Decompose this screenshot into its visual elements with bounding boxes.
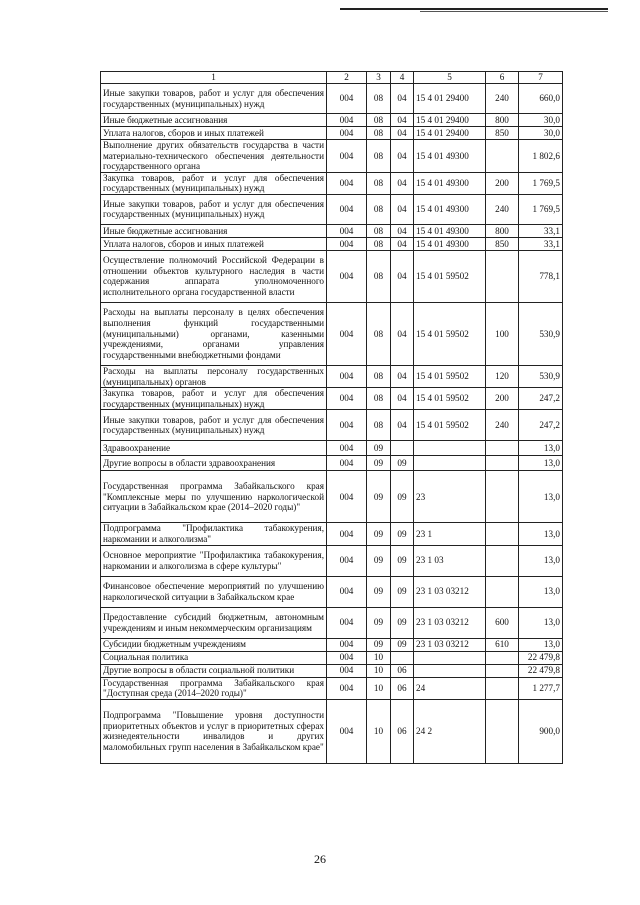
table-row <box>101 114 563 127</box>
amount-cell: 13,0 <box>519 456 563 471</box>
row-name-cell: Выполнение других обязательств государства в части материально-технического обеспечения деятельности государственного органа <box>101 140 327 173</box>
table-row <box>101 140 563 173</box>
section-code-cell: 10 <box>367 651 391 664</box>
expense-type-cell: 800 <box>486 114 519 127</box>
expense-type-cell <box>486 523 519 545</box>
target-article-cell: 15 4 01 49300 <box>414 140 486 173</box>
subsection-code-cell: 04 <box>391 194 414 224</box>
subsection-code-cell: 09 <box>391 607 414 638</box>
expense-type-cell: 240 <box>486 194 519 224</box>
section-code-cell: 09 <box>367 638 391 651</box>
ministry-code-cell: 004 <box>327 638 367 651</box>
expense-type-cell <box>486 250 519 302</box>
row-name-cell: Расходы на выплаты персоналу государственных (муниципальных) органов <box>101 365 327 387</box>
row-name-cell: Осуществление полномочий Российской Федерации в отношении объектов культурного наследия в части содержания аппарата уполномоченного исполнительного органа государственной власти <box>101 250 327 302</box>
row-name-cell: Закупка товаров, работ и услуг для обеспечения государственных (муниципальных) нужд <box>101 388 327 410</box>
ministry-code-cell: 004 <box>327 456 367 471</box>
subsection-code-cell: 04 <box>391 140 414 173</box>
amount-cell: 22 479,8 <box>519 664 563 677</box>
expense-type-cell <box>486 699 519 763</box>
table-row <box>101 441 563 456</box>
table-row <box>101 471 563 523</box>
subsection-code-cell: 04 <box>391 250 414 302</box>
section-code-cell: 08 <box>367 302 391 365</box>
table-row <box>101 638 563 651</box>
amount-cell: 530,9 <box>519 365 563 387</box>
target-article-cell: 15 4 01 49300 <box>414 237 486 250</box>
ministry-code-cell: 004 <box>327 699 367 763</box>
section-code-cell: 09 <box>367 576 391 607</box>
section-code-cell: 09 <box>367 471 391 523</box>
expense-type-cell: 610 <box>486 638 519 651</box>
section-code-cell: 10 <box>367 677 391 699</box>
section-code-cell: 08 <box>367 127 391 140</box>
target-article-cell: 23 1 03 <box>414 545 486 576</box>
amount-cell: 30,0 <box>519 127 563 140</box>
ministry-code-cell: 004 <box>327 127 367 140</box>
expense-type-cell <box>486 140 519 173</box>
top-rule-secondary <box>420 11 608 12</box>
expense-type-cell <box>486 441 519 456</box>
section-code-cell: 10 <box>367 664 391 677</box>
amount-cell: 1 769,5 <box>519 172 563 194</box>
expense-type-cell: 600 <box>486 607 519 638</box>
section-code-cell: 09 <box>367 441 391 456</box>
subsection-code-cell: 09 <box>391 523 414 545</box>
section-code-cell: 09 <box>367 545 391 576</box>
ministry-code-cell: 004 <box>327 545 367 576</box>
subsection-code-cell <box>391 441 414 456</box>
row-name-cell: Здравоохранение <box>101 441 327 456</box>
row-name-cell: Расходы на выплаты персоналу в целях обеспечения выполнения функций государственными (муниципальными) органами, казенными учреждениями, органами управления государственными внебюджетными фондами <box>101 302 327 365</box>
amount-cell: 13,0 <box>519 441 563 456</box>
ministry-code-cell: 004 <box>327 302 367 365</box>
ministry-code-cell: 004 <box>327 237 367 250</box>
amount-cell: 1 277,7 <box>519 677 563 699</box>
subsection-code-cell <box>391 651 414 664</box>
table-row <box>101 410 563 441</box>
amount-cell: 13,0 <box>519 638 563 651</box>
row-name-cell: Финансовое обеспечение мероприятий по улучшению наркологической ситуации в Забайкальском крае <box>101 576 327 607</box>
ministry-code-cell: 004 <box>327 114 367 127</box>
amount-cell: 900,0 <box>519 699 563 763</box>
table-row <box>101 607 563 638</box>
amount-cell: 13,0 <box>519 545 563 576</box>
expense-type-cell <box>486 576 519 607</box>
subsection-code-cell: 09 <box>391 638 414 651</box>
section-code-cell: 08 <box>367 388 391 410</box>
header-col-7: 7 <box>519 72 563 84</box>
row-name-cell: Подпрограмма "Повышение уровня доступности приоритетных объектов и услуг в приоритетных сферах жизнедеятельности инвалидов и других маломобильных групп населения в Забайкальском крае" <box>101 699 327 763</box>
target-article-cell: 15 4 01 29400 <box>414 114 486 127</box>
target-article-cell: 15 4 01 49300 <box>414 172 486 194</box>
section-code-cell: 08 <box>367 172 391 194</box>
target-article-cell <box>414 664 486 677</box>
subsection-code-cell: 09 <box>391 545 414 576</box>
top-rule <box>340 8 608 10</box>
row-name-cell: Подпрограмма "Профилактика табакокурения, наркомании и алкоголизма" <box>101 523 327 545</box>
subsection-code-cell: 04 <box>391 365 414 387</box>
header-col-3: 3 <box>367 72 391 84</box>
target-article-cell: 15 4 01 49300 <box>414 194 486 224</box>
table-row <box>101 545 563 576</box>
subsection-code-cell: 09 <box>391 471 414 523</box>
table-row <box>101 172 563 194</box>
expense-type-cell: 240 <box>486 410 519 441</box>
target-article-cell: 15 4 01 29400 <box>414 84 486 114</box>
table-row <box>101 651 563 664</box>
target-article-cell: 15 4 01 59502 <box>414 388 486 410</box>
section-code-cell: 08 <box>367 237 391 250</box>
section-code-cell: 08 <box>367 250 391 302</box>
subsection-code-cell: 04 <box>391 84 414 114</box>
ministry-code-cell: 004 <box>327 523 367 545</box>
target-article-cell: 15 4 01 59502 <box>414 365 486 387</box>
subsection-code-cell: 04 <box>391 224 414 237</box>
ministry-code-cell: 004 <box>327 365 367 387</box>
subsection-code-cell: 09 <box>391 576 414 607</box>
table-row <box>101 302 563 365</box>
row-name-cell: Основное мероприятие "Профилактика табакокурения, наркомании и алкоголизма в сфере культуры" <box>101 545 327 576</box>
header-col-2: 2 <box>327 72 367 84</box>
expense-type-cell: 200 <box>486 172 519 194</box>
subsection-code-cell: 04 <box>391 127 414 140</box>
amount-cell: 13,0 <box>519 523 563 545</box>
row-name-cell: Государственная программа Забайкальского края "Комплексные меры по улучшению наркологической ситуации в Забайкальском крае (2014–2020 годы)" <box>101 471 327 523</box>
table-row <box>101 194 563 224</box>
subsection-code-cell: 04 <box>391 410 414 441</box>
target-article-cell: 15 4 01 59502 <box>414 250 486 302</box>
table-row <box>101 388 563 410</box>
ministry-code-cell: 004 <box>327 172 367 194</box>
table-row <box>101 84 563 114</box>
amount-cell: 13,0 <box>519 471 563 523</box>
subsection-code-cell: 04 <box>391 388 414 410</box>
section-code-cell: 08 <box>367 194 391 224</box>
table-row <box>101 677 563 699</box>
table-row <box>101 664 563 677</box>
amount-cell: 247,2 <box>519 410 563 441</box>
row-name-cell: Иные закупки товаров, работ и услуг для обеспечения государственных (муниципальных) нужд <box>101 84 327 114</box>
table-row <box>101 699 563 763</box>
row-name-cell: Закупка товаров, работ и услуг для обеспечения государственных (муниципальных) нужд <box>101 172 327 194</box>
subsection-code-cell: 04 <box>391 114 414 127</box>
header-col-1: 1 <box>101 72 327 84</box>
ministry-code-cell: 004 <box>327 194 367 224</box>
row-name-cell: Иные бюджетные ассигнования <box>101 114 327 127</box>
row-name-cell: Иные закупки товаров, работ и услуг для обеспечения государственных (муниципальных) нужд <box>101 194 327 224</box>
target-article-cell: 23 <box>414 471 486 523</box>
subsection-code-cell: 04 <box>391 302 414 365</box>
section-code-cell: 09 <box>367 456 391 471</box>
target-article-cell: 24 2 <box>414 699 486 763</box>
amount-cell: 13,0 <box>519 576 563 607</box>
table-row <box>101 237 563 250</box>
target-article-cell: 15 4 01 29400 <box>414 127 486 140</box>
header-row <box>101 72 563 84</box>
amount-cell: 660,0 <box>519 84 563 114</box>
row-name-cell: Государственная программа Забайкальского края "Доступная среда (2014–2020 годы)" <box>101 677 327 699</box>
ministry-code-cell: 004 <box>327 664 367 677</box>
ministry-code-cell: 004 <box>327 607 367 638</box>
row-name-cell: Предоставление субсидий бюджетным, автономным учреждениям и иным некоммерческим организациям <box>101 607 327 638</box>
amount-cell: 247,2 <box>519 388 563 410</box>
table-row <box>101 365 563 387</box>
row-name-cell: Уплата налогов, сборов и иных платежей <box>101 127 327 140</box>
expense-type-cell: 850 <box>486 237 519 250</box>
expense-type-cell: 240 <box>486 84 519 114</box>
expense-type-cell <box>486 456 519 471</box>
expense-type-cell: 850 <box>486 127 519 140</box>
row-name-cell: Иные закупки товаров, работ и услуг для обеспечения государственных (муниципальных) нужд <box>101 410 327 441</box>
ministry-code-cell: 004 <box>327 576 367 607</box>
target-article-cell: 15 4 01 59502 <box>414 410 486 441</box>
subsection-code-cell: 06 <box>391 677 414 699</box>
row-name-cell: Социальная политика <box>101 651 327 664</box>
amount-cell: 22 479,8 <box>519 651 563 664</box>
section-code-cell: 09 <box>367 523 391 545</box>
subsection-code-cell: 04 <box>391 172 414 194</box>
expense-type-cell: 800 <box>486 224 519 237</box>
header-col-5: 5 <box>414 72 486 84</box>
target-article-cell: 15 4 01 49300 <box>414 224 486 237</box>
section-code-cell: 08 <box>367 140 391 173</box>
header-col-6: 6 <box>486 72 519 84</box>
table-row <box>101 224 563 237</box>
header-col-4: 4 <box>391 72 414 84</box>
target-article-cell <box>414 456 486 471</box>
expense-type-cell: 100 <box>486 302 519 365</box>
target-article-cell: 24 <box>414 677 486 699</box>
row-name-cell: Субсидии бюджетным учреждениям <box>101 638 327 651</box>
table-row <box>101 576 563 607</box>
ministry-code-cell: 004 <box>327 410 367 441</box>
table-row <box>101 456 563 471</box>
target-article-cell: 23 1 03 03212 <box>414 638 486 651</box>
page-number: 26 <box>314 852 326 866</box>
row-name-cell: Уплата налогов, сборов и иных платежей <box>101 237 327 250</box>
amount-cell: 30,0 <box>519 114 563 127</box>
expense-type-cell <box>486 651 519 664</box>
target-article-cell <box>414 651 486 664</box>
amount-cell: 530,9 <box>519 302 563 365</box>
section-code-cell: 08 <box>367 365 391 387</box>
row-name-cell: Другие вопросы в области социальной политики <box>101 664 327 677</box>
target-article-cell: 15 4 01 59502 <box>414 302 486 365</box>
amount-cell: 33,1 <box>519 237 563 250</box>
subsection-code-cell: 06 <box>391 699 414 763</box>
target-article-cell <box>414 441 486 456</box>
amount-cell: 1 769,5 <box>519 194 563 224</box>
ministry-code-cell: 004 <box>327 84 367 114</box>
ministry-code-cell: 004 <box>327 677 367 699</box>
amount-cell: 778,1 <box>519 250 563 302</box>
section-code-cell: 09 <box>367 607 391 638</box>
section-code-cell: 08 <box>367 224 391 237</box>
table-row <box>101 250 563 302</box>
target-article-cell: 23 1 03 03212 <box>414 607 486 638</box>
target-article-cell: 23 1 03 03212 <box>414 576 486 607</box>
expense-type-cell: 120 <box>486 365 519 387</box>
expense-type-cell <box>486 664 519 677</box>
ministry-code-cell: 004 <box>327 651 367 664</box>
budget-table <box>100 71 563 764</box>
subsection-code-cell: 06 <box>391 664 414 677</box>
ministry-code-cell: 004 <box>327 441 367 456</box>
amount-cell: 13,0 <box>519 607 563 638</box>
table-row <box>101 523 563 545</box>
row-name-cell: Иные бюджетные ассигнования <box>101 224 327 237</box>
ministry-code-cell: 004 <box>327 388 367 410</box>
expense-type-cell <box>486 471 519 523</box>
table-row <box>101 127 563 140</box>
ministry-code-cell: 004 <box>327 140 367 173</box>
ministry-code-cell: 004 <box>327 471 367 523</box>
subsection-code-cell: 04 <box>391 237 414 250</box>
section-code-cell: 08 <box>367 84 391 114</box>
expense-type-cell <box>486 677 519 699</box>
amount-cell: 1 802,6 <box>519 140 563 173</box>
row-name-cell: Другие вопросы в области здравоохранения <box>101 456 327 471</box>
ministry-code-cell: 004 <box>327 250 367 302</box>
expense-type-cell <box>486 545 519 576</box>
expense-type-cell: 200 <box>486 388 519 410</box>
section-code-cell: 08 <box>367 114 391 127</box>
amount-cell: 33,1 <box>519 224 563 237</box>
target-article-cell: 23 1 <box>414 523 486 545</box>
subsection-code-cell: 09 <box>391 456 414 471</box>
section-code-cell: 10 <box>367 699 391 763</box>
section-code-cell: 08 <box>367 410 391 441</box>
ministry-code-cell: 004 <box>327 224 367 237</box>
